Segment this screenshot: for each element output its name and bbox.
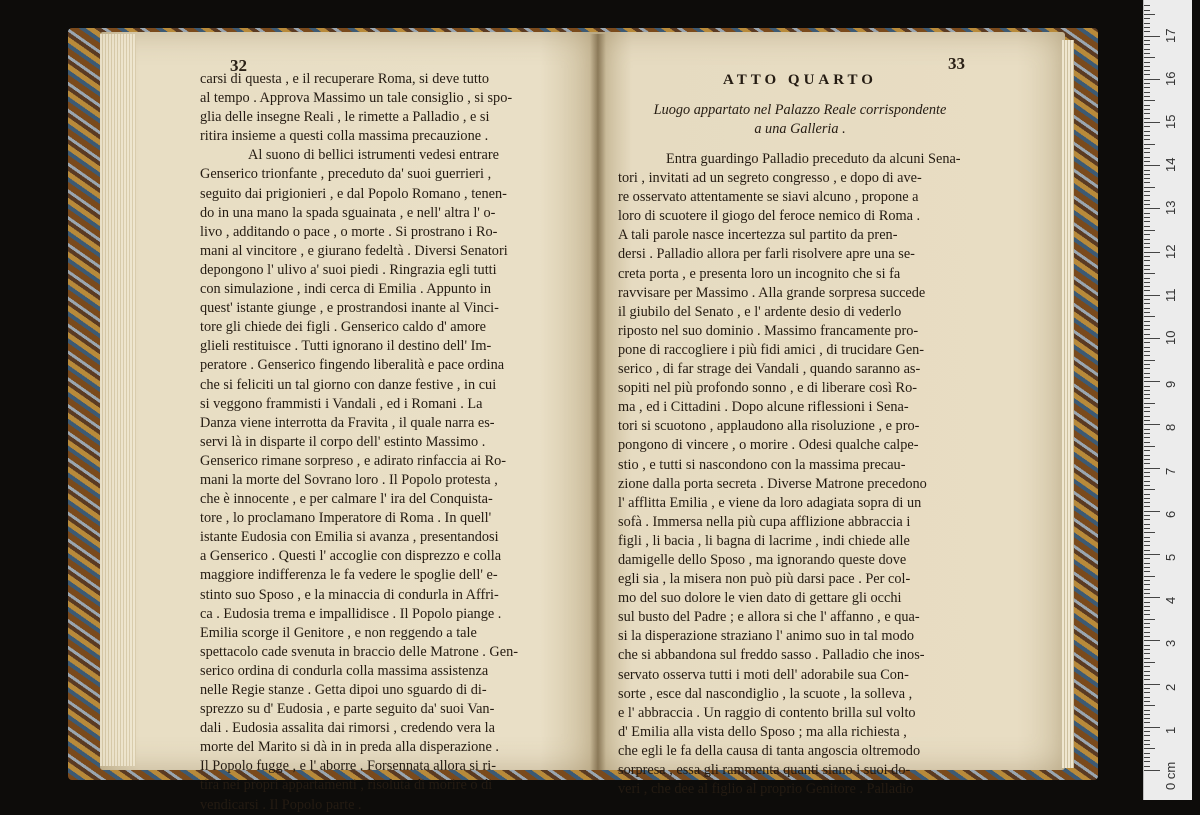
ruler-label: 16 [1163,71,1178,86]
ruler-tick [1144,766,1150,767]
ruler-tick [1144,381,1160,382]
text-line: dali . Eudosia assalita dai rimorsi , credendo vera la [200,720,495,737]
ruler-tick [1144,528,1150,529]
text-line: al tempo . Approva Massimo un tale consiglio , si spo- [200,90,513,107]
ruler-tick [1144,761,1150,762]
ruler-tick [1144,273,1155,274]
book-gutter [590,34,606,770]
ruler-tick [1144,640,1160,641]
ruler-tick [1144,498,1150,499]
ruler-tick [1144,753,1150,754]
text-line: mani al vincitore , e giurano fedeltà . Diversi Senatori [200,242,508,259]
ruler-tick [1144,170,1150,171]
ruler-tick [1144,710,1150,711]
ruler-tick [1144,571,1150,572]
ruler-tick [1144,49,1150,50]
ruler-tick [1144,23,1150,24]
ruler-tick [1144,18,1150,19]
ruler-tick [1144,334,1150,335]
ruler-tick [1144,40,1150,41]
ruler-tick [1144,74,1150,75]
ruler-tick [1144,489,1155,490]
text-line: istante Eudosia con Emilia si avanza , presentandosi [200,529,499,546]
text-line: che si feliciti un tal giorno con danze festive , in cui [200,376,497,393]
ruler-tick [1144,515,1150,516]
subheading-line: Luogo appartato nel Palazzo Reale corrispondente [653,102,947,118]
text-line: tira nei propri appartamenti , risoluta di morire o di [200,777,493,794]
ruler-tick [1144,735,1150,736]
ruler-tick [1144,411,1150,412]
text-line: e l' abbraccia . Un raggio di contento brilla sul volto [618,704,916,721]
ruler-tick [1144,584,1150,585]
ruler-tick [1144,308,1150,309]
ruler-tick [1144,442,1150,443]
ruler-tick [1144,472,1150,473]
ruler-tick [1144,597,1160,598]
text-line: dersi . Palladio allora per farli risolvere apre una se- [618,246,915,263]
ruler-tick [1144,567,1150,568]
ruler-tick [1144,79,1160,80]
text-line: pongono di vincere , o morire . Odesi qualche calpe- [618,437,919,454]
ruler-label: 2 [1163,683,1178,691]
text-line: il giubilo del Senato , e l' ardente desio di vederlo [618,303,902,320]
text-line: si veggono frammisti i Vandali , ed i Romani . La [200,395,483,412]
ruler-tick [1144,502,1150,503]
ruler-unit-label: 0 cm [1163,761,1178,790]
ruler-tick [1144,731,1150,732]
ruler-tick [1144,632,1150,633]
text-line: do in una mano la spada sguainata , e nell' altra l' o- [200,204,496,221]
ruler-label: 15 [1163,114,1178,129]
ruler-label: 12 [1163,244,1178,259]
text-line: glieli restituisce . Tutti ignorano il destino dell' Im- [200,338,492,355]
ruler-label: 10 [1163,330,1178,345]
ruler-tick [1144,174,1150,175]
right-page-number: 33 [948,54,965,73]
text-line: si la disperazione straziano l' animo suo in tal modo [618,628,914,645]
ruler-tick [1144,748,1155,749]
ruler-tick [1144,269,1150,270]
ruler-label: 5 [1163,553,1178,561]
ruler-tick [1144,286,1150,287]
text-line: servi là in disparte il corpo dell' estinto Massimo . [200,433,486,450]
text-line: a Genserico . Questi l' accoglie con disprezzo e colla [200,548,502,565]
text-line: sprezzo su d' Eudosia , e parte seguito da' suoi Van- [200,701,495,718]
ruler-tick [1144,485,1150,486]
ruler-tick [1144,321,1150,322]
ruler-tick [1144,550,1150,551]
ruler-label: 9 [1163,380,1178,389]
ruler-tick [1144,403,1155,404]
ruler-tick [1144,187,1155,188]
ruler-tick [1144,230,1155,231]
text-line: ritira insieme a questi colla massima precauzione . [200,128,489,145]
text-line: sofà . Immersa nella più cupa afflizione abbraccia i [618,513,911,530]
ruler-label: 7 [1163,467,1178,475]
ruler-tick [1144,740,1150,741]
ruler-tick [1144,610,1150,611]
ruler-tick [1144,278,1150,279]
text-line: stinto suo Sposo , e la minaccia di condurla in Affri- [200,586,499,603]
ruler-tick [1144,554,1160,555]
ruler-tick [1144,14,1155,15]
ruler-tick [1144,593,1150,594]
text-line: sopiti nel più profondo sonno , e di liberare così Ro- [618,380,917,397]
ruler-tick [1144,368,1150,369]
text-line: pone di raccogliere i più fidi amici , di trucidare Gen- [618,341,925,358]
text-line: serico , di far strage dei Vandali , quando saranno as- [618,361,921,378]
ruler-tick [1144,506,1150,507]
ruler-tick [1144,675,1150,676]
ruler-tick [1144,243,1150,244]
ruler-tick [1144,303,1150,304]
ruler-tick [1144,476,1150,477]
text-line: morte del Marito si dà in in preda alla disperazione . [200,739,499,756]
ruler-tick [1144,44,1150,45]
ruler-tick [1144,221,1150,222]
ruler-tick [1144,178,1150,179]
text-line: sorte , esce dal nascondiglio , la scuote , la solleva , [618,685,913,702]
text-line: tori si scuotono , applaudono alla risoluzione , e pro- [618,418,920,435]
ruler-tick [1144,347,1150,348]
ruler-tick [1144,191,1150,192]
text-line: vendicarsi . Il Popolo parte . [200,796,362,813]
ruler-tick [1144,342,1150,343]
text-line: zione dalla porta secreta . Diverse Matrone precedono [618,475,927,492]
ruler-tick [1144,131,1150,132]
text-line: Il Popolo fugge , e l' aborre . Forsennata allora si ri- [200,758,496,775]
text-line: loro di scuotere il giogo del feroce nemico di Roma . [618,208,921,225]
ruler-tick [1144,684,1160,685]
ruler-tick [1144,450,1150,451]
ruler-tick [1144,558,1150,559]
ruler-tick [1144,424,1160,425]
ruler-tick [1144,208,1160,209]
ruler-tick [1144,541,1150,542]
ruler-tick [1144,714,1150,715]
ruler-tick [1144,692,1150,693]
ruler-tick [1144,688,1150,689]
text-line: l' afflitta Emilia , e viene da loro adagiata sopra di un [618,494,922,511]
ruler-label: 11 [1163,288,1178,302]
ruler-tick [1144,671,1150,672]
ruler-tick [1144,537,1150,538]
text-line: depongono l' ulivo a' suoi piedi . Ringrazia egli tutti [200,261,497,278]
ruler-tick [1144,459,1150,460]
text-line: creta porta , e presenta loro un incognito che si fa [618,265,901,282]
text-line: Al suono di bellici istrumenti vedesi entrare [248,147,499,164]
ruler-tick [1144,666,1150,667]
ruler-tick [1144,165,1160,166]
ruler-tick [1144,260,1150,261]
text-line: ma , ed i Cittadini . Dopo alcune riflessioni i Sena- [618,399,909,416]
text-line: Entra guardingo Palladio preceduto da alcuni Sena- [666,151,961,167]
ruler-tick [1144,360,1155,361]
ruler-tick [1144,627,1150,628]
ruler-tick [1144,722,1150,723]
ruler-tick [1144,645,1150,646]
text-line: glia delle insegne Reali , le rimette a Palladio , e si [200,109,490,126]
ruler-tick [1144,705,1155,706]
ruler-tick [1144,83,1150,84]
ruler-tick [1144,407,1150,408]
text-line: mo del suo dolore le vien dato di gettare gli occhi [618,590,902,607]
text-line: nelle Regie stanze . Getta dipoi uno sguardo di di- [200,682,487,698]
text-line: ca . Eudosia trema e impallidisce . Il Popolo piange . [200,605,502,622]
ruler-tick [1144,53,1150,54]
ruler-tick [1144,200,1150,201]
text-line: che è innocente , e per calmare l' ira del Conquista- [200,491,493,508]
ruler-tick [1144,252,1160,253]
text-line: quest' istante giunge , e prostrandosi inante al Vinci- [200,300,499,317]
ruler-tick [1144,437,1150,438]
ruler-tick [1144,100,1155,101]
ruler-tick [1144,113,1150,114]
ruler-tick [1144,364,1150,365]
text-line: A tali parole nasce incertezza sul partito da pren- [618,227,898,244]
ruler-tick [1144,118,1150,119]
ruler-tick [1144,239,1150,240]
ruler-tick [1144,256,1150,257]
ruler-label: 6 [1163,510,1178,518]
ruler-tick [1144,416,1150,417]
ruler-tick [1144,653,1150,654]
text-line: tori , invitati ad un segreto congresso , e dopo di ave- [618,170,922,187]
ruler-tick [1144,204,1150,205]
ruler-tick [1144,135,1150,136]
ruler-tick [1144,727,1160,728]
ruler-tick [1144,152,1150,153]
text-line: che egli le fa della causa di tanta angoscia oltremodo [618,742,921,759]
ruler-tick [1144,265,1150,266]
ruler-tick [1144,623,1150,624]
ruler-tick [1144,658,1150,659]
text-line: ravvisare per Massimo . Alla grande sorpresa succede [618,284,926,301]
ruler-tick [1144,139,1150,140]
left-page-text [200,70,582,815]
ruler-tick [1144,468,1160,469]
ruler-tick [1144,109,1150,110]
text-line: tore , lo proclamano Imperatore di Roma . In quell' [200,510,492,527]
ruler-tick [1144,770,1160,771]
right-page-edges [1062,40,1074,768]
ruler-tick [1144,217,1150,218]
ruler-tick [1144,649,1150,650]
text-line: riposto nel suo dominio . Massimo francamente pro- [618,322,919,339]
ruler-tick [1144,234,1150,235]
subheading-line: a una Galleria . [754,121,846,137]
ruler-label: 4 [1163,596,1178,605]
ruler-tick [1144,87,1150,88]
text-line: figli , li bacia , li bagna di lacrime , indi chiede alle [618,532,910,549]
ruler-tick [1144,282,1150,283]
ruler-tick [1144,429,1150,430]
text-line: stio , e tutti si nascondono con la massima precau- [618,456,906,473]
text-line: re osservato attentamente se siavi alcuno , propone a [618,189,919,206]
ruler-tick [1144,247,1150,248]
ruler-tick [1144,126,1150,127]
ruler-tick [1144,182,1150,183]
ruler-tick [1144,325,1150,326]
ruler-tick [1144,66,1150,67]
ruler-tick [1144,299,1150,300]
ruler-tick [1144,31,1150,32]
text-line: egli sia , la misera non può più darsi pace . Per col- [618,571,911,588]
text-line: peratore . Genserico fingendo liberalità e pace ordina [200,357,505,374]
left-page-number: 32 [230,56,247,75]
ruler-tick [1144,195,1150,196]
ruler-tick [1144,5,1150,6]
ruler-tick [1144,355,1150,356]
ruler-tick [1144,511,1160,512]
text-line: maggiore indifferenza le fa vedere le spoglie dell' e- [200,567,498,584]
ruler-tick [1144,576,1155,577]
ruler-tick [1144,524,1150,525]
ruler-tick [1144,10,1150,11]
ruler-tick [1144,718,1150,719]
ruler-tick [1144,312,1150,313]
text-line: sul busto del Padre ; e allora si che l' affanno , e qua- [618,609,920,626]
ruler-label: 1 [1163,726,1178,734]
ruler-tick [1144,157,1150,158]
ruler-tick [1144,619,1155,620]
ruler-tick [1144,394,1150,395]
ruler-tick [1144,373,1150,374]
text-line: damigelle dello Sposo , ma ignorando queste dove [618,551,907,568]
ruler-tick [1144,455,1150,456]
ruler-tick [1144,351,1150,352]
ruler-tick [1144,606,1150,607]
ruler-tick [1144,494,1150,495]
scene-subheading [618,101,982,139]
ruler-tick [1144,36,1160,37]
ruler-tick [1144,446,1155,447]
text-line: sorpresa , essa gli rammenta quanti siano i suoi do- [618,762,911,778]
ruler-tick [1144,602,1150,603]
ruler-tick [1144,614,1150,615]
text-line: Genserico trionfante , preceduto da' suoi guerrieri , [200,166,492,183]
right-page-text [618,150,982,799]
ruler-tick [1144,386,1150,387]
ruler-tick [1144,27,1150,28]
text-line: serico ordina di condurla colla massima assistenza [200,662,489,679]
ruler-tick [1144,697,1150,698]
ruler-tick [1144,338,1160,339]
ruler-tick [1144,122,1160,123]
text-line: carsi di questa , e il recuperare Roma, si deve tutto [200,71,490,87]
ruler-tick [1144,295,1160,296]
ruler-tick [1144,757,1150,758]
ruler-tick [1144,519,1150,520]
ruler-tick [1144,290,1150,291]
ruler-tick [1144,62,1150,63]
ruler-tick [1144,92,1150,93]
ruler-tick [1144,105,1150,106]
ruler-tick [1144,226,1150,227]
ruler-tick [1144,701,1150,702]
ruler-tick [1144,316,1155,317]
ruler-tick [1144,420,1150,421]
ruler-tick [1144,636,1150,637]
text-line: spettacolo cade svenuta in braccio delle Matrone . Gen- [200,643,518,660]
ruler-tick [1144,96,1150,97]
ruler-tick [1144,377,1150,378]
ruler-tick [1144,679,1150,680]
text-line: veri , che dee al figlio al proprio Genitore . Palladio [618,781,914,798]
ruler-tick [1144,662,1155,663]
ruler-tick [1144,481,1150,482]
text-line: servato osserva tutti i moti dell' adorabile sua Con- [618,666,909,683]
ruler-tick [1144,433,1150,434]
ruler-tick [1144,545,1150,546]
ruler-tick [1144,744,1150,745]
ruler-tick [1144,532,1155,533]
ruler-tick [1144,329,1150,330]
act-heading: ATTO QUARTO [723,72,877,88]
text-line: livo , additando o pace , o morte . Si prostrano i Ro- [200,223,498,240]
text-line: seguito dai prigionieri , e dal Popolo Romano , tenen- [200,185,507,202]
ruler-tick [1144,463,1150,464]
ruler-label: 3 [1163,640,1178,648]
ruler-tick [1144,161,1150,162]
text-line: Danza viene interrotta da Fravita , il quale narra es- [200,414,495,431]
ruler-tick [1144,563,1150,564]
text-line: Emilia scorge il Genitore , e non reggendo a tale [200,624,477,641]
text-line: tore gli chiede dei figli . Genserico caldo d' amore [200,319,487,336]
ruler-tick [1144,148,1150,149]
ruler-label: 13 [1163,200,1178,216]
ruler-tick [1144,70,1150,71]
text-line: Genserico rimane sorpreso , e adirato rinfaccia ai Ro- [200,452,507,469]
ruler-tick [1144,144,1155,145]
left-page-edges [100,34,136,766]
ruler-label: 8 [1163,424,1178,432]
ruler-tick [1144,398,1150,399]
measuring-ruler [1143,0,1192,800]
text-line: mani la morte del Sovrano loro . Il Popolo protesta , [200,471,498,488]
ruler-tick [1144,57,1155,58]
text-line: che si abbandona sul freddo sasso . Palladio che inos- [618,647,925,664]
text-line: d' Emilia alla vista dello Sposo ; ma alla richiesta , [618,723,907,740]
ruler-tick [1144,589,1150,590]
ruler-tick [1144,390,1150,391]
ruler-label: 17 [1163,28,1178,43]
ruler-label: 14 [1163,157,1178,173]
ruler-tick [1144,213,1150,214]
ruler-tick [1144,580,1150,581]
text-line: con simulazione , indi cerca di Emilia . Appunto in [200,281,492,298]
